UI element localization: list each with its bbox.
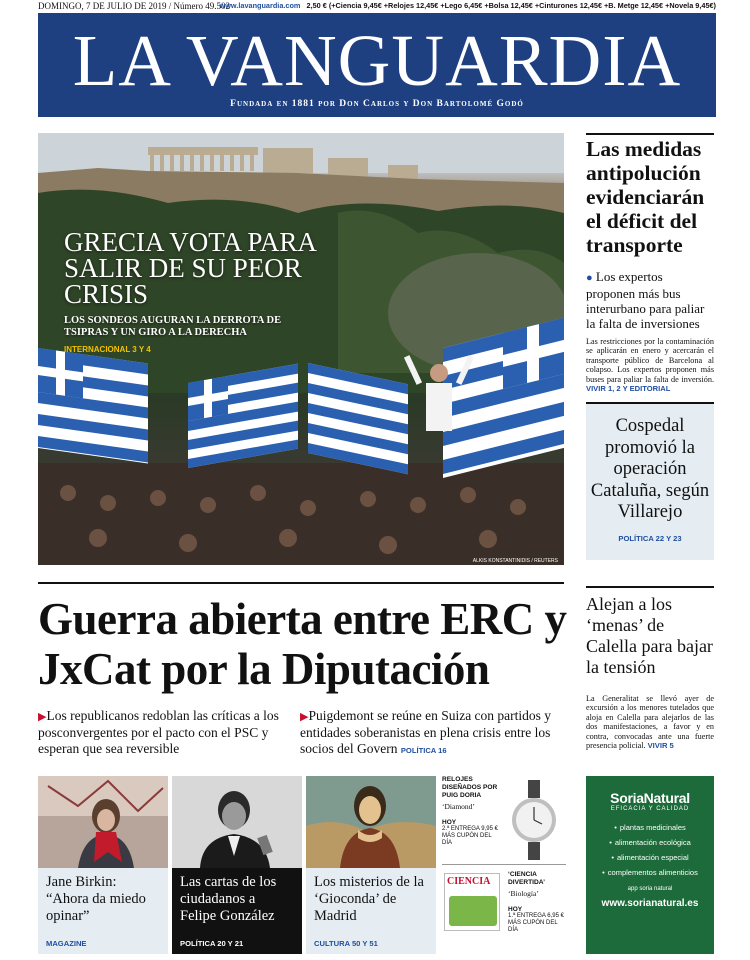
lead-photo[interactable] xyxy=(38,133,564,565)
ad-item: • plantas medicinales xyxy=(586,820,714,835)
ad-website[interactable]: www.sorianatural.es xyxy=(601,898,699,909)
promo-ciencia-hoy: HOY xyxy=(508,906,523,913)
card-felipe-gonzalez-title[interactable]: Las cartas de los ciudadanos a Felipe González xyxy=(180,874,277,924)
story-antipolucion-ref[interactable]: VIVIR 1, 2 Y EDITORIAL xyxy=(586,384,671,394)
promo-ciencia-title: ‘CIENCIA DIVERTIDA’ xyxy=(508,871,546,886)
story-cospedal-headline[interactable]: Cospedal promovió la operación Cataluña, según Villarejo xyxy=(590,416,710,522)
story-cospedal[interactable] xyxy=(586,402,714,560)
promo-relojes-hoy: HOY xyxy=(442,819,457,826)
ad-brand: SoriaNatural xyxy=(610,790,690,806)
watch-icon xyxy=(506,780,562,860)
card-gioconda-title[interactable]: Los misterios de la ‘Gioconda’ de Madrid xyxy=(314,874,424,924)
top-strip xyxy=(38,0,716,12)
newspaper-logo: LA VANGUARDIA xyxy=(72,20,682,101)
bullet-icon: ● xyxy=(586,272,593,284)
story-menas-body: La Generalitat se llevó ayer de excursión a los menores tutelados que aloja en Calella para alejarlos de las dos manifestaciones, a favor y en contra, convocadas ante una fuerte presencia policial. VIVIR 5 xyxy=(586,694,714,751)
card-felipe-gonzalez[interactable] xyxy=(172,776,302,954)
sorianatural-ad[interactable] xyxy=(586,776,714,954)
lead-photo-section-ref[interactable]: INTERNACIONAL 3 Y 4 xyxy=(64,345,151,354)
triangle-icon: ▶ xyxy=(38,711,47,723)
promo-ciencia-detail: 1.ª ENTREGA 6,95 € MÁS CUPÓN DEL DÍA xyxy=(508,913,564,933)
promo-column xyxy=(442,776,566,954)
main-story-ref[interactable]: POLÍTICA 16 xyxy=(400,746,447,755)
divider xyxy=(38,582,564,584)
promo-relojes[interactable] xyxy=(442,776,566,865)
founded-line: Fundada en 1881 por Don Carlos y Don Bartolomé Godó xyxy=(230,99,524,109)
story-antipolucion-bullet: ● Los expertos proponen más bus interurbano para paliar la falta de inversiones xyxy=(586,269,705,331)
story-antipolucion[interactable] xyxy=(586,133,714,393)
card-jane-birkin-ref[interactable]: MAGAZINE xyxy=(46,939,87,948)
promo-relojes-detail: 2.ª ENTREGA 9,95 € MÁS CUPÓN DEL DÍA xyxy=(442,826,498,846)
promo-relojes-item: ‘Diamond’ xyxy=(442,802,475,811)
card-felipe-gonzalez-ref[interactable]: POLÍTICA 20 Y 21 xyxy=(180,939,244,948)
ciencia-book-cover: CIENCIA xyxy=(444,873,500,931)
story-cospedal-ref[interactable]: POLÍTICA 22 Y 23 xyxy=(618,533,682,543)
gioconda-photo xyxy=(306,776,436,868)
jane-birkin-photo xyxy=(38,776,168,868)
story-antipolucion-headline[interactable]: Las medidas antipolución evidenciarán el déficit del transporte xyxy=(586,137,705,257)
story-menas[interactable] xyxy=(586,586,714,750)
ad-item: • complementos alimenticios xyxy=(586,865,714,880)
price-list: 2,50 € (+Ciencia 9,45€ +Relojes 12,45€ +Lego 6,45€ +Bolsa 12,45€ +Cinturones 12,45€ +B. Metge 12,45€ +Novela 9,45€) xyxy=(306,1,716,10)
main-deck-1: ▶Los republicanos redoblan las críticas a los posconvergentes por el pacto con el PSC y esperan que sea reversible xyxy=(38,708,279,756)
ad-social: app soria natural xyxy=(627,886,673,892)
card-gioconda[interactable] xyxy=(306,776,436,954)
ad-tagline: EFICACIA Y CALIDAD xyxy=(610,806,690,812)
ad-item: • alimentación especial xyxy=(586,850,714,865)
price-line xyxy=(220,0,716,12)
story-menas-headline[interactable]: Alejan a los ‘menas’ de Calella para bajar la tensión xyxy=(586,594,713,677)
main-headline[interactable]: Guerra abierta entre ERC y JxCat por la Diputación xyxy=(38,594,567,694)
edition-date: DOMINGO, 7 DE JULIO DE 2019 / Número 49.502 xyxy=(38,1,230,11)
website-link[interactable]: www.lavanguardia.com xyxy=(219,1,301,10)
story-menas-ref[interactable]: VIVIR 5 xyxy=(647,741,674,751)
main-deck-2: ▶Puigdemont se reúne en Suiza con partidos y entidades soberanistas en plena crisis entre los socios del Govern POLÍTICA 16 xyxy=(300,708,552,756)
masthead[interactable] xyxy=(38,13,716,117)
promo-relojes-title: RELOJES DISEÑADOS POR PUIG DORIA xyxy=(442,776,498,799)
ad-item: • alimentación ecológica xyxy=(586,835,714,850)
lead-photo-title[interactable]: GRECIA VOTA PARA SALIR DE SU PEOR CRISIS xyxy=(64,227,316,309)
lead-photo-subtitle: LOS SONDEOS AUGURAN LA DERROTA DE TSIPRAS Y UN GIRO A LA DERECHA xyxy=(64,315,282,338)
promo-ciencia-item: ‘Biología’ xyxy=(508,889,539,898)
photo-credit: ALKIS KONSTANTINIDIS / REUTERS xyxy=(472,558,558,564)
card-gioconda-ref[interactable]: CULTURA 50 Y 51 xyxy=(314,939,378,948)
felipe-gonzalez-photo xyxy=(172,776,302,868)
promo-ciencia[interactable] xyxy=(442,865,566,954)
card-jane-birkin-title[interactable]: Jane Birkin: “Ahora da miedo opinar” xyxy=(46,874,146,924)
triangle-icon: ▶ xyxy=(300,711,309,723)
card-jane-birkin[interactable] xyxy=(38,776,168,954)
story-antipolucion-body: Las restricciones por la contaminación se aplicarán en enero y acercarán el transporte público de Barcelona al colapso. Los expertos proponen más buses para paliar la falta de inversión. VIVIR 1, 2 Y EDITORIAL xyxy=(586,337,714,394)
